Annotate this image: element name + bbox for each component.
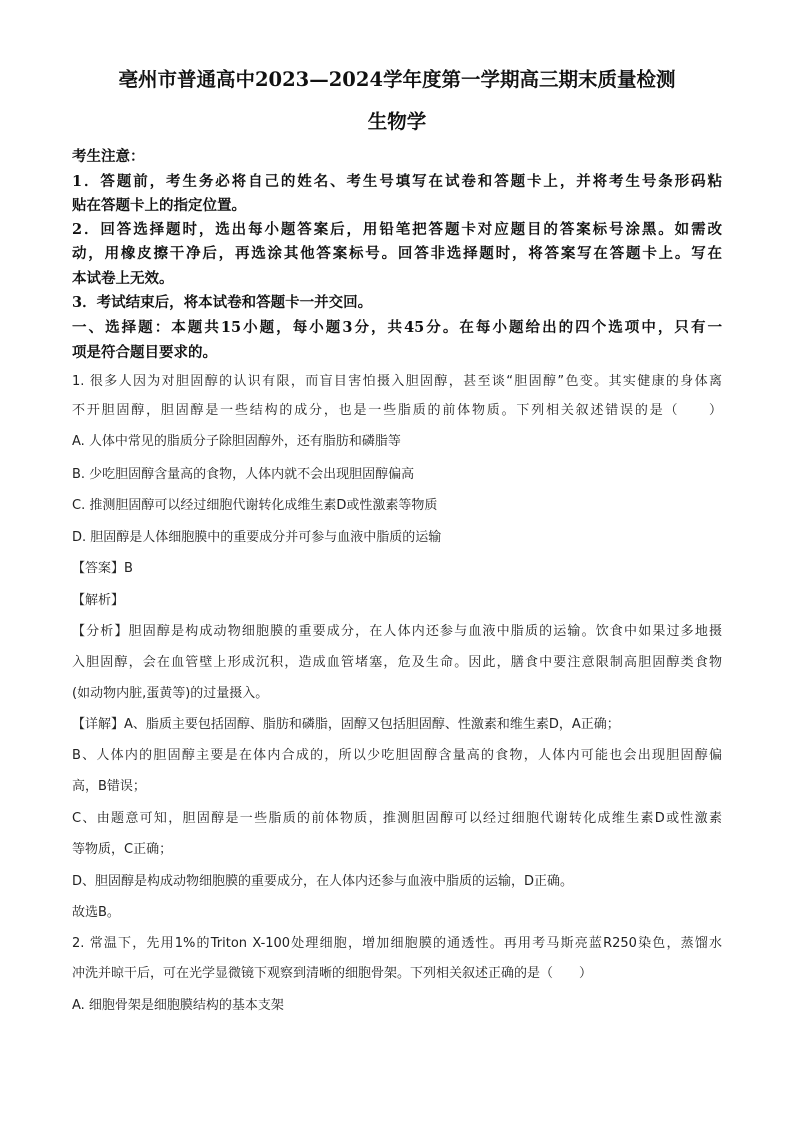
question-option: D. 胆固醇是人体细胞膜中的重要成分并可参与血液中脂质的运输 [72, 530, 442, 545]
question-stem: 2. 常温下，先用1%的Triton X-100处理细胞，增加细胞膜的通透性。再用考马斯亮蓝R250染色，蒸馏水 [72, 936, 722, 951]
page-title: 亳州市普通高中2023—2024学年度第一学期高三期末质量检测 [118, 68, 676, 91]
subject-title: 生物学 [367, 110, 427, 133]
section-heading: 项是符合题目要求的。 [72, 344, 217, 361]
exam-page [72, 0, 722, 1123]
question-stem: 1. 很多人因为对胆固醇的认识有限，而盲目害怕摄入胆固醇，甚至谈“胆固醇”色变。其实健康的身体离 [72, 374, 722, 389]
section-heading: 一、选择题：本题共15小题，每小题3分，共45分。在每小题给出的四个选项中，只有一 [72, 319, 722, 336]
notice-line: 贴在答题卡上的指定位置。 [72, 197, 246, 214]
analysis-text: 【分析】胆固醇是构成动物细胞膜的重要成分，在人体内还参与血液中脂质的运输。饮食中如果过多地摄 [72, 624, 722, 639]
notice-line: 2．回答选择题时，选出每小题答案后，用铅笔把答题卡对应题目的答案标号涂黑。如需改 [72, 221, 722, 238]
question-option: A. 人体中常见的脂质分子除胆固醇外，还有脂肪和磷脂等 [72, 434, 401, 449]
notice-line: 动，用橡皮擦干净后，再选涂其他答案标号。回答非选择题时，将答案写在答题卡上。写在 [72, 245, 722, 262]
question-stem: 不开胆固醇，胆固醇是一些结构的成分，也是一些脂质的前体物质。下列相关叙述错误的是（ ） [72, 403, 722, 418]
question-option: A. 细胞骨架是细胞膜结构的基本支架 [72, 998, 284, 1013]
notice-line: 1．答题前，考生务必将自己的姓名、考生号填写在试卷和答题卡上，并将考生号条形码粘 [72, 173, 722, 190]
analysis-label: 【解析】 [72, 593, 125, 608]
analysis-text: 入胆固醇，会在血管壁上形成沉积，造成血管堵塞，危及生命。因此，膳食中要注意限制高胆固醇类食物 [72, 655, 722, 670]
notice-line: 3．考试结束后，将本试卷和答题卡一并交回。 [72, 294, 373, 311]
notice-heading: 考生注意： [72, 148, 145, 165]
detail-text: 高，B错误； [72, 779, 146, 794]
detail-text: 故选B。 [72, 905, 120, 920]
answer-label: 【答案】B [72, 561, 133, 576]
detail-text: B、人体内的胆固醇主要是在体内合成的，所以少吃胆固醇含量高的食物，人体内可能也会出现胆固醇偏 [72, 748, 722, 763]
detail-text: 等物质，C正确； [72, 842, 173, 857]
detail-text: D、胆固醇是构成动物细胞膜的重要成分，在人体内还参与血液中脂质的运输，D正确。 [72, 874, 574, 889]
detail-text: C、由题意可知，胆固醇是一些脂质的前体物质，推测胆固醇可以经过细胞代谢转化成维生素D或性激素 [72, 811, 722, 826]
notice-line: 本试卷上无效。 [72, 270, 174, 287]
question-option: B. 少吃胆固醇含量高的食物，人体内就不会出现胆固醇偏高 [72, 467, 415, 482]
question-stem: 冲洗并晾干后，可在光学显微镜下观察到清晰的细胞骨架。下列相关叙述正确的是（ ） [72, 966, 593, 981]
analysis-text: (如动物内脏,蛋黄等)的过量摄入。 [72, 686, 269, 701]
question-option: C. 推测胆固醇可以经过细胞代谢转化成维生素D或性激素等物质 [72, 498, 438, 513]
detail-text: 【详解】A、脂质主要包括固醇、脂肪和磷脂，固醇又包括胆固醇、性激素和维生素D，A正确； [72, 717, 620, 732]
